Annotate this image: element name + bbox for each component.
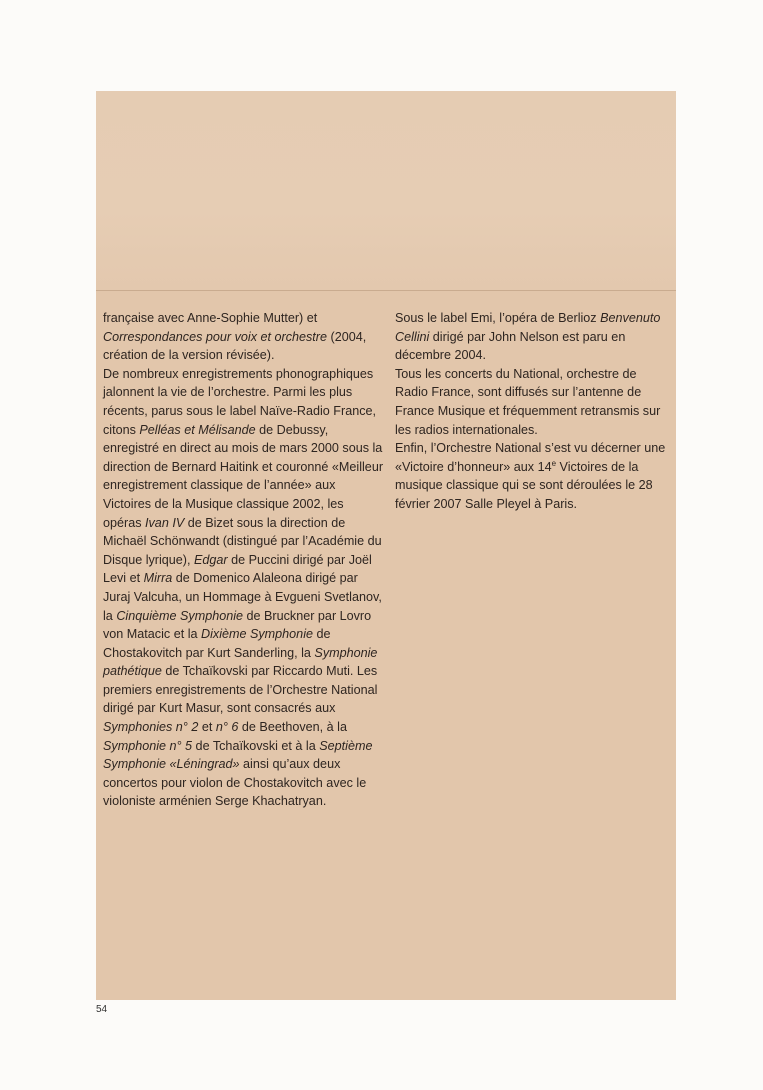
italic-title: Dixième Symphonie <box>201 627 313 642</box>
text-run: De nombreux enregistrements phonographiques jalonnent la vie de l’orchestre. Parmi les plus récents, parus sous le label Naïve-Radio France, citons <box>103 366 376 437</box>
paragraph <box>103 365 385 811</box>
text-run: de Puccini dirigé par Joël Levi et <box>103 552 372 586</box>
text-run: de Tchaïkovski et à la <box>192 738 320 753</box>
text-run: de Beethoven, à la <box>238 720 347 735</box>
page-number: 54 <box>96 1004 108 1015</box>
text-run: Sous le label Emi, l’opéra de Berlioz <box>395 311 601 325</box>
text-run: de Tchaïkovski par Riccardo Muti. Les premiers enregistrements de l’Orchestre National dirigé par Kurt Masur, sont consacrés aux <box>103 664 378 716</box>
paragraph <box>103 309 385 365</box>
superscript: e <box>551 458 557 468</box>
text-run: (2004, création de la version révisée). <box>103 329 367 363</box>
paragraph <box>395 365 671 439</box>
text-run: Victoires de la musique classique qui se sont déroulées le 28 février 2007 Salle Pleyel à Paris. <box>395 459 653 511</box>
text-run: Tous les concerts du National, orchestre de Radio France, sont diffusés sur l’antenne de France Musique et fréquemment retransmis sur les radios internationales. <box>395 366 661 437</box>
text-run: dirigé par John Nelson est paru en décembre 2004. <box>395 329 626 363</box>
italic-title: Cinquième Symphonie <box>116 608 244 623</box>
left-column <box>103 309 385 811</box>
text-run: ainsi qu’aux deux concertos pour violon de Chostakovitch avec le violoniste arménien Serge Khachatryan. <box>103 757 367 809</box>
text-run: de Bruckner par Lovro von Matacic et la <box>103 608 372 642</box>
italic-title: Correspondances pour voix et orchestre <box>103 329 328 344</box>
italic-title: Ivan IV <box>145 515 185 530</box>
italic-title: Symphonies n° 2 <box>103 720 199 735</box>
paragraph <box>395 309 671 365</box>
text-run: de Bizet sous la direction de Michaël Schönwandt (distingué par l’Académie du Disque lyrique), <box>103 515 382 567</box>
text-run: de Debussy, enregistré en direct au mois de mars 2000 sous la direction de Bernard Haitink et couronné «Meilleur enregistrement classique de l’année» aux Victoires de la Musique classique 2002, les opéras <box>103 422 384 530</box>
text-run: Enfin, l’Orchestre National s’est vu décerner une «Victoire d’honneur» aux 14 <box>395 441 666 474</box>
italic-title: Edgar <box>194 552 228 567</box>
text-run: française avec Anne-Sophie Mutter) et <box>103 311 318 325</box>
italic-title: Mirra <box>143 571 173 586</box>
italic-title: Pelléas et Mélisande <box>139 422 256 437</box>
paragraph <box>395 439 671 513</box>
text-run: de Chostakovitch par Kurt Sanderling, la <box>103 627 331 660</box>
text-run: de Domenico Alaleona dirigé par Juraj Valcuha, un Hommage à Evgueni Svetlanov, la <box>103 571 382 623</box>
italic-title: Symphonie n° 5 <box>103 738 193 753</box>
italic-title: Septième Symphonie «Léningrad» <box>103 738 373 772</box>
italic-title: Benvenuto Cellini <box>395 311 661 344</box>
italic-title: Symphonie pathétique <box>103 645 378 679</box>
image-area <box>96 91 676 291</box>
text-run: et <box>198 720 216 735</box>
content-panel <box>96 91 676 1000</box>
italic-title: n° 6 <box>215 720 239 735</box>
right-column <box>395 309 671 514</box>
